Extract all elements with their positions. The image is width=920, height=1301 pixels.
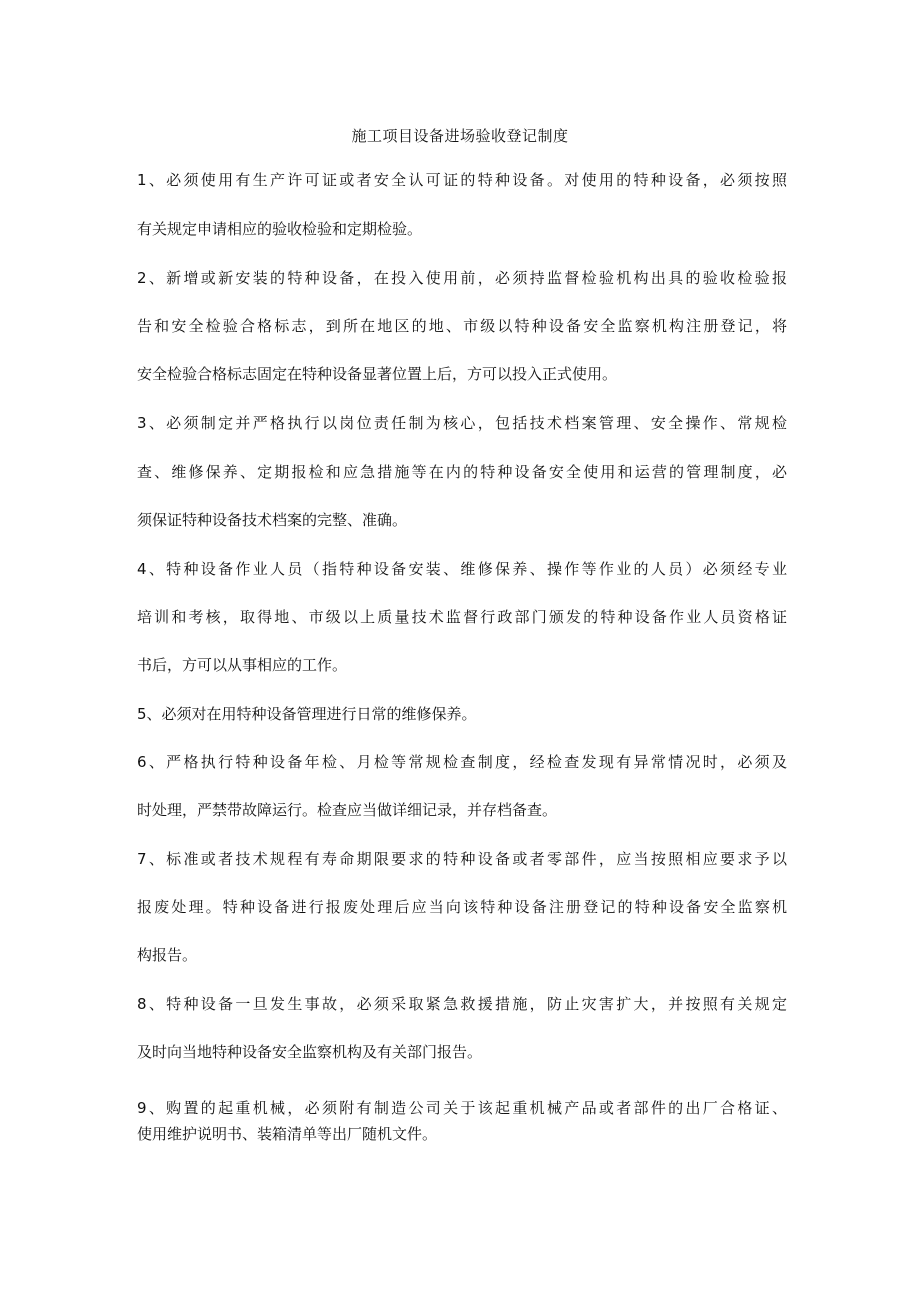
paragraph-line: 8、特种设备一旦发生事故，必须采取紧急救援措施，防止灾害扩大，并按照有关规定 (137, 995, 787, 1013)
paragraph-line: 3、必须制定并严格执行以岗位责任制为核心，包括技术档案管理、安全操作、常规检 (137, 414, 787, 432)
paragraph-line: 4、特种设备作业人员（指特种设备安装、维修保养、操作等作业的人员）必须经专业 (137, 560, 787, 578)
paragraph-line: 时处理，严禁带故障运行。检查应当做详细记录，并存档备查。 (137, 801, 558, 819)
paragraph-line: 查、维修保养、定期报检和应急措施等在内的特种设备安全使用和运营的管理制度，必 (137, 463, 787, 481)
paragraph-line: 须保证特种设备技术档案的完整、准确。 (137, 511, 408, 529)
paragraph-line: 2、新增或新安装的特种设备，在投入使用前，必须持监督检验机构出具的验收检验报 (137, 269, 787, 287)
paragraph-line: 报废处理。特种设备进行报废处理后应当向该特种设备注册登记的特种设备安全监察机 (137, 898, 787, 916)
paragraph-line: 7、标准或者技术规程有寿命期限要求的特种设备或者零部件，应当按照相应要求予以 (137, 850, 787, 868)
paragraph-line: 及时向当地特种设备安全监察机构及有关部门报告。 (137, 1043, 483, 1061)
paragraph-line: 培训和考核，取得地、市级以上质量技术监督行政部门颁发的特种设备作业人员资格证 (137, 608, 787, 626)
paragraph-line: 使用维护说明书、装箱清单等出厂随机文件。 (137, 1125, 438, 1143)
paragraph-line: 有关规定申请相应的验收检验和定期检验。 (137, 220, 423, 238)
paragraph-line: 9、购置的起重机械，必须附有制造公司关于该起重机械产品或者部件的出厂合格证、 (137, 1099, 787, 1117)
paragraph-line: 1、必须使用有生产许可证或者安全认可证的特种设备。对使用的特种设备，必须按照 (137, 171, 787, 189)
paragraph-line: 5、必须对在用特种设备管理进行日常的维修保养。 (137, 705, 477, 723)
paragraph-line: 构报告。 (137, 946, 198, 964)
paragraph-line: 安全检验合格标志固定在特种设备显著位置上后，方可以投入正式使用。 (137, 365, 618, 383)
paragraph-line: 书后，方可以从事相应的工作。 (137, 656, 348, 674)
paragraph-line: 6、严格执行特种设备年检、月检等常规检查制度，经检查发现有异常情况时，必须及 (137, 753, 787, 771)
document-title: 施工项目设备进场验收登记制度 (351, 127, 569, 145)
paragraph-line: 告和安全检验合格标志，到所在地区的地、市级以特种设备安全监察机构注册登记，将 (137, 317, 787, 335)
